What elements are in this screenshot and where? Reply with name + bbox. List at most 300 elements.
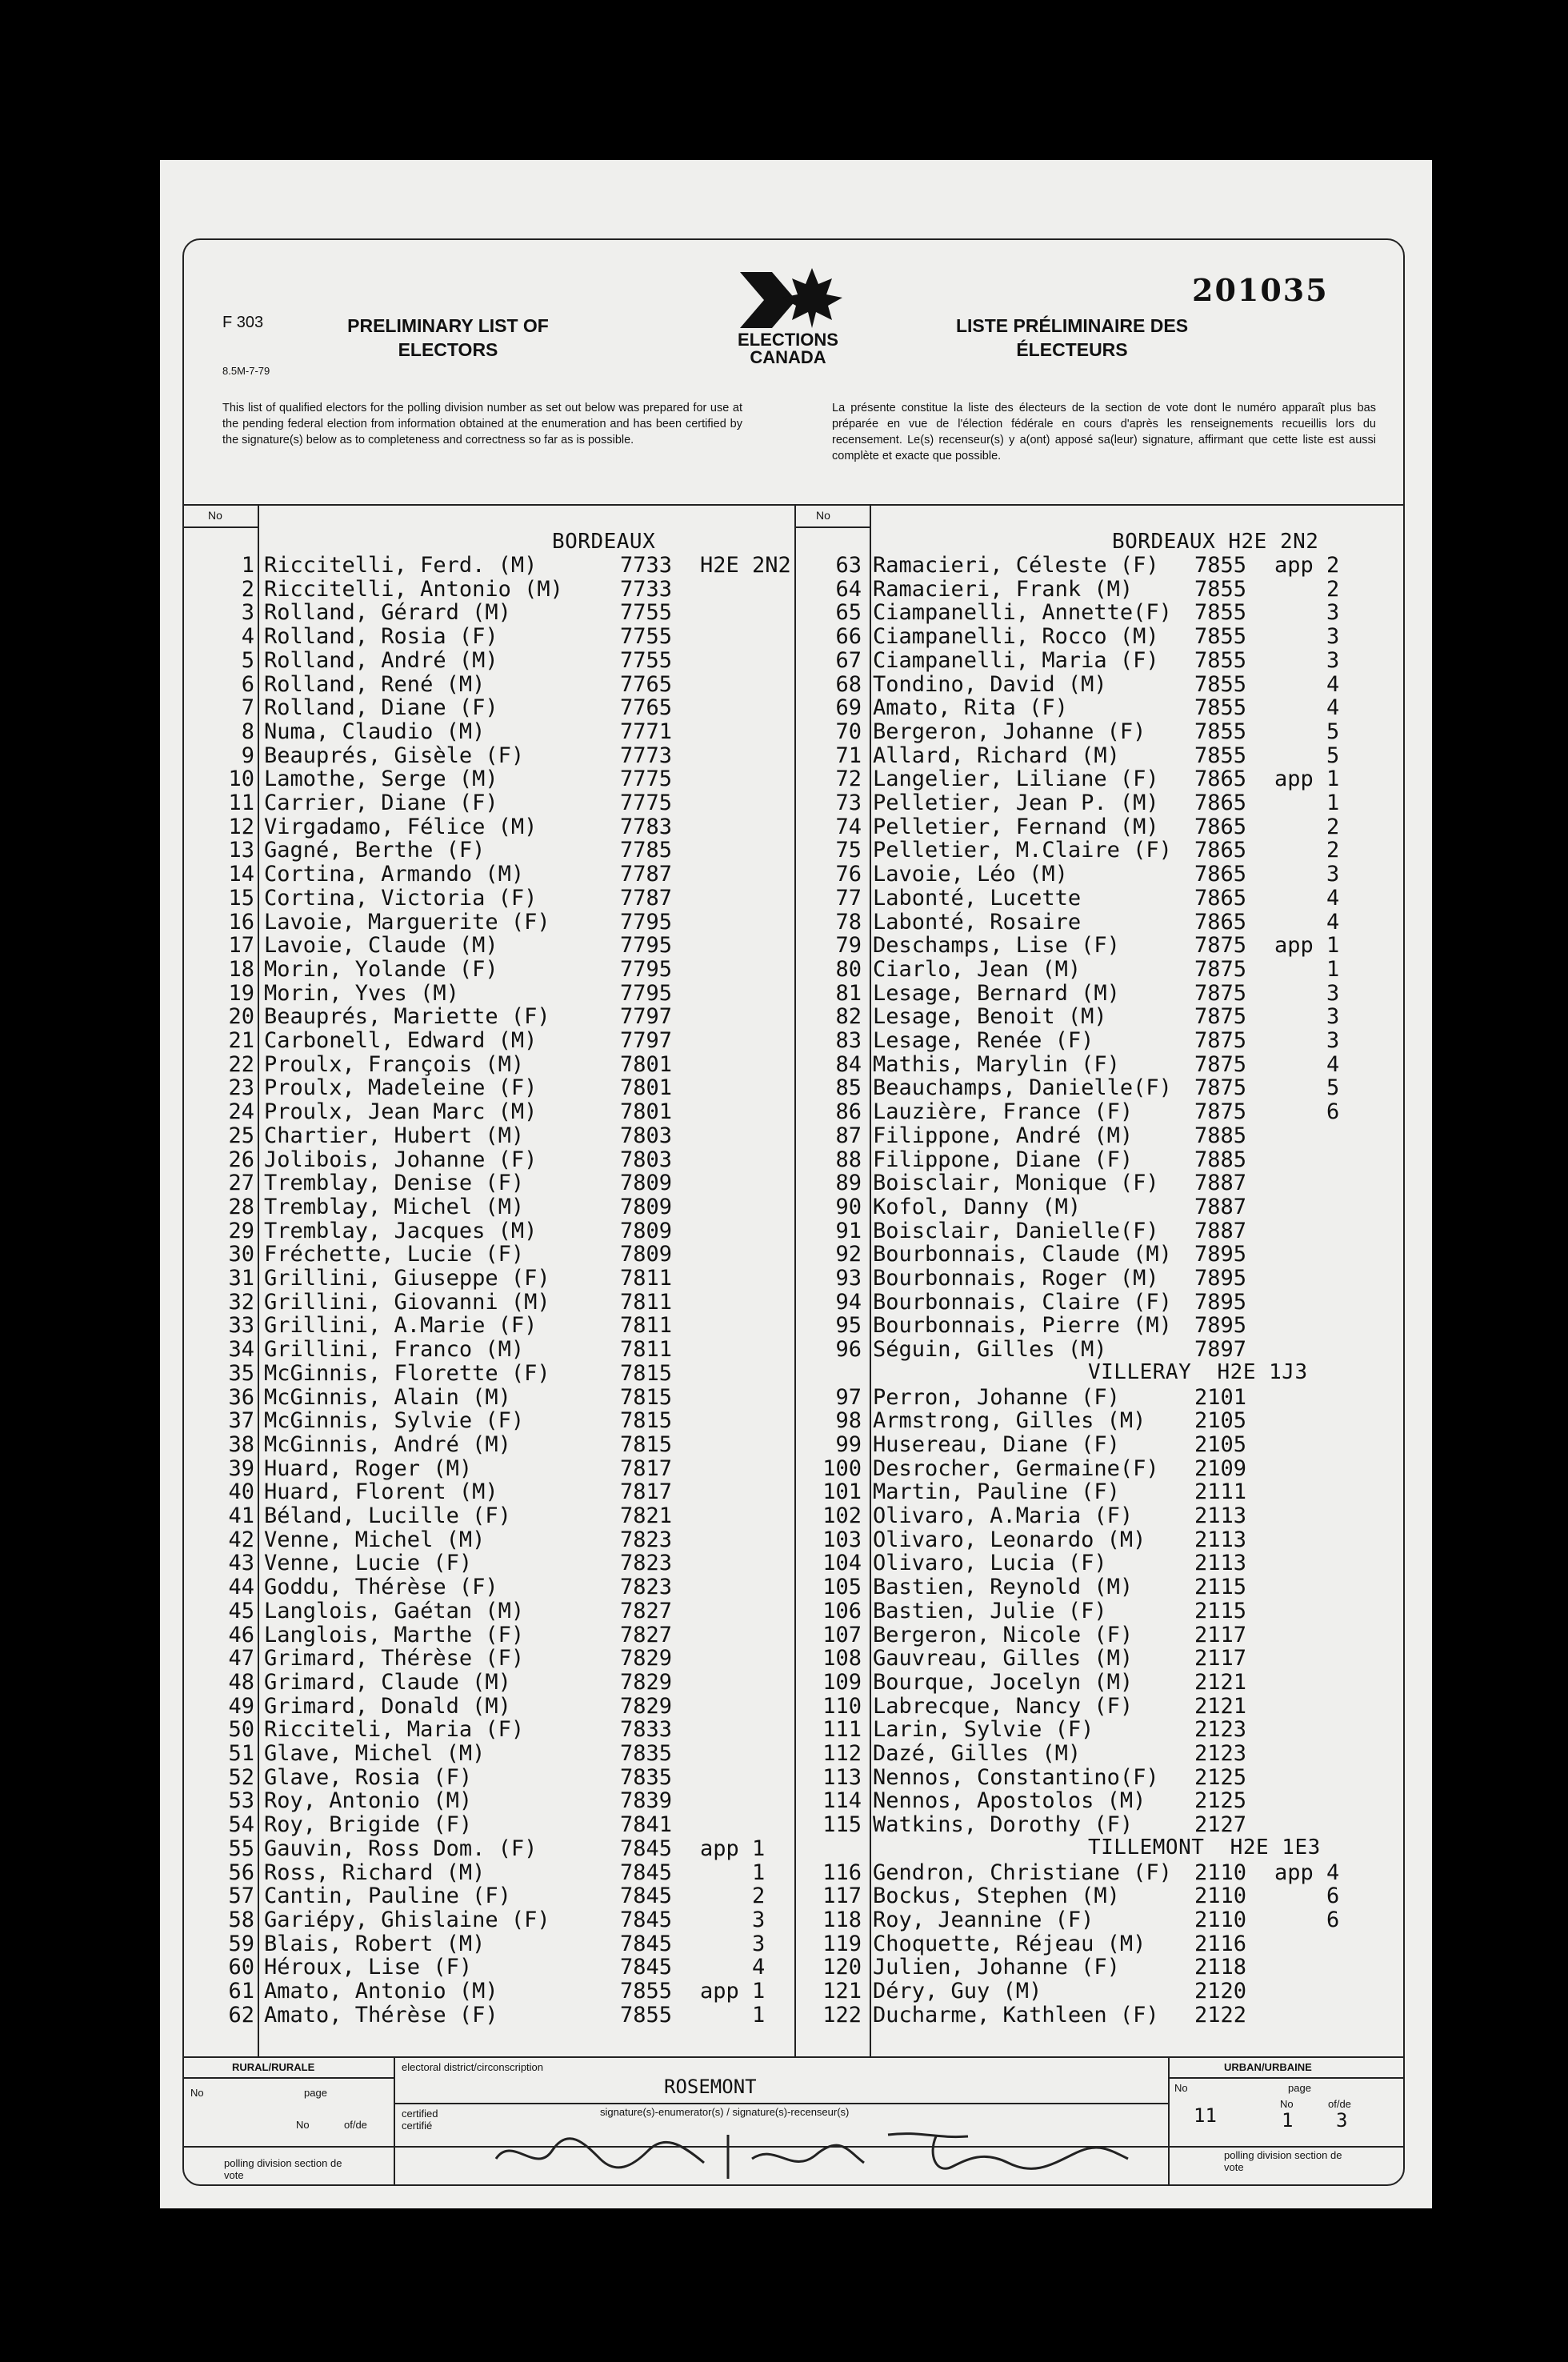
elector-address: 7855 [1194,647,1247,673]
elector-address: 7811 [620,1289,673,1315]
elector-name: Olivaro, Leonardo (M) [873,1527,1146,1552]
elector-number: 13 [228,838,254,863]
elector-name: Amato, Thérèse (F) [264,2002,498,2028]
elector-apartment: 6 [1274,1099,1340,1125]
elector-address: 7845 [620,1860,673,1885]
right-area-heading: BORDEAUX H2E 2N2 [1112,530,1319,554]
no-header-left: No [208,509,222,522]
elector-number: 29 [228,1218,254,1243]
elector-address: 7803 [620,1123,673,1148]
elector-apartment: 3 [1274,600,1340,626]
elector-name: Grimard, Claude (M) [264,1669,511,1695]
elector-name: Goddu, Thérèse (F) [264,1575,498,1600]
logo-text: ELECTIONS CANADA [738,330,838,367]
elector-number: 39 [228,1455,254,1481]
elector-row [796,958,1404,982]
elector-name: Proulx, Jean Marc (M) [264,1099,538,1125]
elector-address: 7775 [620,791,673,815]
elector-number: 121 [822,1979,862,2004]
elector-address: 2110 [1194,1884,1247,1909]
elector-number: 60 [228,1955,254,1980]
elector-name: Langlois, Marthe (F) [264,1622,525,1647]
elector-address: 7845 [620,1907,673,1932]
elector-name: Amato, Antonio (M) [264,1979,498,2004]
elector-apartment: app 1 [1274,933,1340,959]
elector-row [796,1076,1404,1100]
elector-address: 7823 [620,1575,673,1600]
elector-apartment: 2 [1274,838,1340,863]
elector-row [796,863,1404,887]
elector-row [184,1314,792,1338]
elector-name: Bourque, Jocelyn (M) [873,1669,1134,1695]
elector-address: 7855 [1194,719,1247,744]
elector-number: 24 [228,1099,254,1125]
elector-name: Virgadamo, Félice (M) [264,814,538,839]
elector-row [796,1551,1404,1575]
elector-name: Roy, Brigide (F) [264,1812,473,1838]
elector-address: 7801 [620,1099,673,1125]
elector-number: 74 [835,814,862,839]
elector-address: 7865 [1194,909,1247,935]
elector-name: Tondino, David (M) [873,671,1107,697]
district-value: ROSEMONT [664,2076,757,2098]
elector-name: Riccitelli, Antonio (M) [264,576,563,602]
intro-french: La présente constitue la liste des électeurs de la section de vote dont le numéro apparaît plus bas préparée en vue de l'élection fédérale en cours d'après les renseignements recueillis lors du recensement. Le(s) recenseur(s) y a(ont) apposé sa(leur) signature, affirmant que cette liste est aussi complète et exacte que possible. [832,402,1376,462]
urban-label: URBAN/URBAINE [1224,2061,1312,2073]
elector-name: Watkins, Dorothy (F) [873,1812,1134,1838]
elector-name: Tremblay, Denise (F) [264,1171,525,1196]
elector-apartment: 3 [1274,647,1340,673]
elector-address: 7885 [1194,1123,1247,1148]
elector-name: Jolibois, Johanne (F) [264,1147,538,1172]
elector-number: 71 [835,743,862,768]
elector-apartment: 1 [1274,791,1340,815]
elector-name: Nennos, Constantino(F) [873,1764,1159,1790]
elector-number: 77 [835,885,862,911]
elector-number: 117 [822,1884,862,1909]
elector-number: 17 [228,933,254,959]
elector-address: 7755 [620,600,673,626]
elector-number: 9 [241,743,254,768]
elector-name: McGinnis, André (M) [264,1431,511,1457]
elector-name: Mathis, Marylin (F) [873,1051,1120,1077]
elector-name: Bergeron, Johanne (F) [873,719,1146,744]
elector-number: 32 [228,1289,254,1315]
elector-number: 54 [228,1812,254,1838]
elector-row [796,887,1404,911]
elector-row [796,1386,1404,1410]
elector-row [796,1314,1404,1338]
elector-address: 7895 [1194,1266,1247,1291]
elector-name: Proulx, Madeleine (F) [264,1075,538,1101]
elector-address: 7815 [620,1384,673,1410]
elector-address: 7755 [620,624,673,650]
elector-number: 97 [835,1384,862,1410]
elector-address: 2115 [1194,1598,1247,1623]
elector-address: 7795 [620,909,673,935]
elector-row [796,1980,1404,2004]
elector-row [796,1219,1404,1243]
elector-row [796,1789,1404,1813]
elector-row [184,1457,792,1481]
elector-apartment: 3 [1274,1028,1340,1053]
elector-number: 59 [228,1931,254,1956]
elector-address: 7865 [1194,791,1247,815]
elector-address: 2122 [1194,2002,1247,2028]
elector-row [184,911,792,935]
elector-address: 7887 [1194,1218,1247,1243]
elector-name: Bergeron, Nicole (F) [873,1622,1134,1647]
elector-address: 7855 [620,1979,673,2004]
elector-row [184,1551,792,1575]
elector-row [796,578,1404,602]
elector-name: Numa, Claudio (M) [264,719,486,744]
elector-row [184,1267,792,1291]
elector-row [184,649,792,673]
elector-number: 99 [835,1431,862,1457]
elector-number: 73 [835,791,862,815]
form-code: F 303 [222,314,264,331]
elector-number: 12 [228,814,254,839]
elector-number: 41 [228,1503,254,1528]
elector-name: Ciampanelli, Maria (F) [873,647,1159,673]
elector-row [184,1386,792,1410]
elector-number: 50 [228,1717,254,1743]
elector-address: 2121 [1194,1669,1247,1695]
elector-row [184,1291,792,1315]
elector-row [796,839,1404,863]
elector-number: 65 [835,600,862,626]
elector-row [184,1480,792,1504]
elector-address: 2105 [1194,1431,1247,1457]
elector-number: 88 [835,1147,862,1172]
elector-row [796,1766,1404,1790]
elector-number: 66 [835,624,862,650]
elector-address: 7885 [1194,1147,1247,1172]
elector-row [796,934,1404,958]
elections-canada-logo [708,264,868,376]
elector-row [184,1100,792,1124]
elector-number: 112 [822,1741,862,1766]
elector-address: 2113 [1194,1503,1247,1528]
elector-address: 7875 [1194,933,1247,959]
elector-number: 57 [228,1884,254,1909]
elector-name: Gendron, Christiane (F) [873,1860,1172,1885]
elector-name: Déry, Guy (M) [873,1979,1042,2004]
elector-number: 84 [835,1051,862,1077]
urban-ofde-label: of/de [1328,2098,1351,2110]
elector-name: Lavoie, Marguerite (F) [264,909,550,935]
elector-row [184,1789,792,1813]
elector-row [184,1053,792,1077]
elector-row [796,1005,1404,1029]
elector-row [184,1243,792,1267]
elector-apartment: app 1 [1274,767,1340,792]
elector-row [184,863,792,887]
elector-address: 7827 [620,1598,673,1623]
elector-name: Gauvreau, Gilles (M) [873,1646,1134,1671]
elector-number: 110 [822,1693,862,1719]
elector-number: 113 [822,1764,862,1790]
elector-address: 7809 [620,1194,673,1219]
elector-name: Grillini, A.Marie (F) [264,1313,538,1339]
elector-name: Pelletier, Jean P. (M) [873,791,1159,815]
elector-name: Julien, Johanne (F) [873,1955,1120,1980]
elector-name: Lavoie, Claude (M) [264,933,498,959]
rural-no-label: No [190,2087,204,2099]
elector-number: 35 [228,1360,254,1386]
elector-row [184,1076,792,1100]
elector-number: 87 [835,1123,862,1148]
elector-address: 2127 [1194,1812,1247,1838]
elector-number: 3 [241,600,254,626]
elector-name: Pelletier, M.Claire (F) [873,838,1172,863]
elector-row [796,1100,1404,1124]
elector-number: 114 [822,1788,862,1814]
elector-number: 61 [228,1979,254,2004]
elector-name: Lesage, Bernard (M) [873,980,1120,1006]
elector-address: 2125 [1194,1788,1247,1814]
elector-number: 83 [835,1028,862,1053]
no-header-rule-left [184,526,258,528]
elector-address: 2111 [1194,1479,1247,1505]
elector-number: 96 [835,1337,862,1363]
elector-row [184,1409,792,1433]
elector-number: 6 [241,671,254,697]
elector-apartment: 5 [1274,719,1340,744]
elector-name: Ciampanelli, Annette(F) [873,600,1172,626]
elector-address: 7875 [1194,1004,1247,1030]
elector-address: 7895 [1194,1313,1247,1339]
elector-address: 2110 [1194,1907,1247,1932]
form-sheet [160,160,1432,2208]
elector-address: 2117 [1194,1622,1247,1647]
elector-address: 7809 [620,1171,673,1196]
elector-row [184,1575,792,1599]
elector-name: Roy, Antonio (M) [264,1788,473,1814]
elector-number: 49 [228,1693,254,1719]
elector-address: 7775 [620,767,673,792]
elector-number: 18 [228,956,254,982]
elector-number: 5 [241,647,254,673]
elector-name: Séguin, Gilles (M) [873,1337,1107,1363]
elector-number: 120 [822,1955,862,1980]
elector-row [184,1956,792,1980]
elector-apartment: 5 [1274,1075,1340,1101]
elector-name: McGinnis, Florette (F) [264,1360,550,1386]
elector-row [796,1504,1404,1528]
elector-row [796,673,1404,697]
elector-address: 7855 [620,2002,673,2028]
elector-name: Martin, Pauline (F) [873,1479,1120,1505]
elector-name: Beauprés, Mariette (F) [264,1004,550,1030]
elector-address: 7815 [620,1431,673,1457]
elector-address: 7845 [620,1836,673,1861]
elector-number: 23 [228,1075,254,1101]
title-english: PRELIMINARY LIST OF ELECTORS [347,315,549,360]
elector-row [184,744,792,768]
footer-rule-4 [1168,2077,1405,2079]
elector-apartment: 3 [1274,1004,1340,1030]
elector-address: 7815 [620,1408,673,1434]
elector-row [796,1267,1404,1291]
elector-row [796,696,1404,720]
elector-row [796,1718,1404,1742]
elector-address: 7801 [620,1075,673,1101]
elector-address: 2120 [1194,1979,1247,2004]
elector-apartment: 6 [1274,1884,1340,1909]
elector-number: 91 [835,1218,862,1243]
enumerator-signatures [488,2119,1144,2186]
footer-rule-1 [394,2058,395,2186]
elector-address: 7755 [620,647,673,673]
elector-address: 2121 [1194,1693,1247,1719]
elector-number: 93 [835,1266,862,1291]
elector-address: 7733 [620,553,673,578]
right-area-heading: TILLEMONT H2E 1E3 [1088,1835,1321,1860]
elector-number: 8 [241,719,254,744]
elector-name: Grimard, Donald (M) [264,1693,511,1719]
elector-number: 92 [835,1242,862,1267]
elector-number: 108 [822,1646,862,1671]
elector-row [184,1599,792,1623]
elector-name: Héroux, Lise (F) [264,1955,473,1980]
elector-number: 109 [822,1669,862,1695]
elector-row [796,1742,1404,1766]
urban-page-number: 1 [1282,2109,1294,2132]
elector-row [184,982,792,1006]
elector-address: 7865 [1194,814,1247,839]
elector-number: 105 [822,1575,862,1600]
elector-address: 2101 [1194,1384,1247,1410]
elector-address: 7865 [1194,885,1247,911]
elector-name: Ciampanelli, Rocco (M) [873,624,1159,650]
footer-rule-6 [394,2103,1168,2104]
elector-name: Allard, Richard (M) [873,743,1120,768]
elector-address: 2113 [1194,1551,1247,1576]
elector-name: Beauprés, Gisèle (F) [264,743,525,768]
elector-number: 19 [228,980,254,1006]
elector-row [796,982,1404,1006]
elector-name: Carbonell, Edward (M) [264,1028,538,1053]
elector-apartment: 4 [1274,671,1340,697]
elector-number: 100 [822,1455,862,1481]
elector-address: 7845 [620,1884,673,1909]
elector-address: 7811 [620,1337,673,1363]
elector-address: 7865 [1194,838,1247,863]
rural-polling-label: polling division section de vote [224,2157,342,2181]
elector-row [184,1647,792,1671]
elector-number: 27 [228,1171,254,1196]
urban-page-label: page [1288,2082,1311,2094]
elector-row [184,1671,792,1695]
elector-name: Choquette, Réjeau (M) [873,1931,1146,1956]
elector-address: 7795 [620,933,673,959]
elector-row [796,1124,1404,1148]
elector-address: 7815 [620,1360,673,1386]
elector-address: 2115 [1194,1575,1247,1600]
elector-row [796,1813,1404,1837]
elector-number: 107 [822,1622,862,1647]
elector-name: Husereau, Diane (F) [873,1431,1120,1457]
certified-label: certified certifié [402,2108,438,2132]
elector-number: 94 [835,1289,862,1315]
elector-apartment: 3 [700,1931,766,1956]
elector-number: 10 [228,767,254,792]
elector-row [796,1908,1404,1932]
elector-name: Langlois, Gaétan (M) [264,1598,525,1623]
elector-row [184,1980,792,2004]
elector-name: Rolland, Rosia (F) [264,624,498,650]
elector-row [184,1219,792,1243]
elector-address: 7803 [620,1147,673,1172]
urban-polling-number: 11 [1194,2104,1217,2127]
elector-address: 7817 [620,1455,673,1481]
elector-apartment: 3 [1274,862,1340,887]
elector-number: 98 [835,1408,862,1434]
elector-name: Morin, Yves (M) [264,980,459,1006]
elector-name: Ciarlo, Jean (M) [873,956,1082,982]
elector-apartment: 1 [700,1860,766,1885]
elector-row [184,1504,792,1528]
elector-number: 44 [228,1575,254,1600]
elector-row [184,1148,792,1172]
elector-address: 7821 [620,1503,673,1528]
elector-name: Lesage, Renée (F) [873,1028,1094,1053]
elector-name: Cortina, Armando (M) [264,862,525,887]
elector-number: 25 [228,1123,254,1148]
elector-row [796,649,1404,673]
elector-address: 7773 [620,743,673,768]
elector-number: 30 [228,1242,254,1267]
elector-address: 7875 [1194,980,1247,1006]
elector-row [184,1005,792,1029]
elector-name: Boisclair, Danielle(F) [873,1218,1159,1243]
elector-row [796,1148,1404,1172]
elector-row [184,554,792,578]
elector-row [796,1575,1404,1599]
elector-address: 7895 [1194,1242,1247,1267]
elector-name: Carrier, Diane (F) [264,791,498,815]
elector-number: 48 [228,1669,254,1695]
elector-name: Deschamps, Lise (F) [873,933,1120,959]
elector-name: Cortina, Victoria (F) [264,885,538,911]
elector-number: 101 [822,1479,862,1505]
elector-address: 7823 [620,1551,673,1576]
elector-number: 95 [835,1313,862,1339]
elector-name: Rolland, Diane (F) [264,695,498,721]
elector-number: 56 [228,1860,254,1885]
elector-address: 7801 [620,1051,673,1077]
elector-address: 7875 [1194,1028,1247,1053]
elector-name: Bourbonnais, Roger (M) [873,1266,1159,1291]
rural-pageno-label: No [296,2119,310,2131]
elector-address: 7783 [620,814,673,839]
elector-address: 7855 [1194,600,1247,626]
elector-number: 51 [228,1741,254,1766]
elector-name: Labonté, Lucette [873,885,1082,911]
elector-name: Filippone, André (M) [873,1123,1134,1148]
elector-number: 14 [228,862,254,887]
elector-row [184,1718,792,1742]
elector-number: 1 [241,553,254,578]
elector-address: 7785 [620,838,673,863]
elector-address: 7733 [620,576,673,602]
elector-address: 7855 [1194,624,1247,650]
elector-address: 2109 [1194,1455,1247,1481]
elector-number: 36 [228,1384,254,1410]
title-french: LISTE PRÉLIMINAIRE DES ÉLECTEURS [955,315,1189,360]
